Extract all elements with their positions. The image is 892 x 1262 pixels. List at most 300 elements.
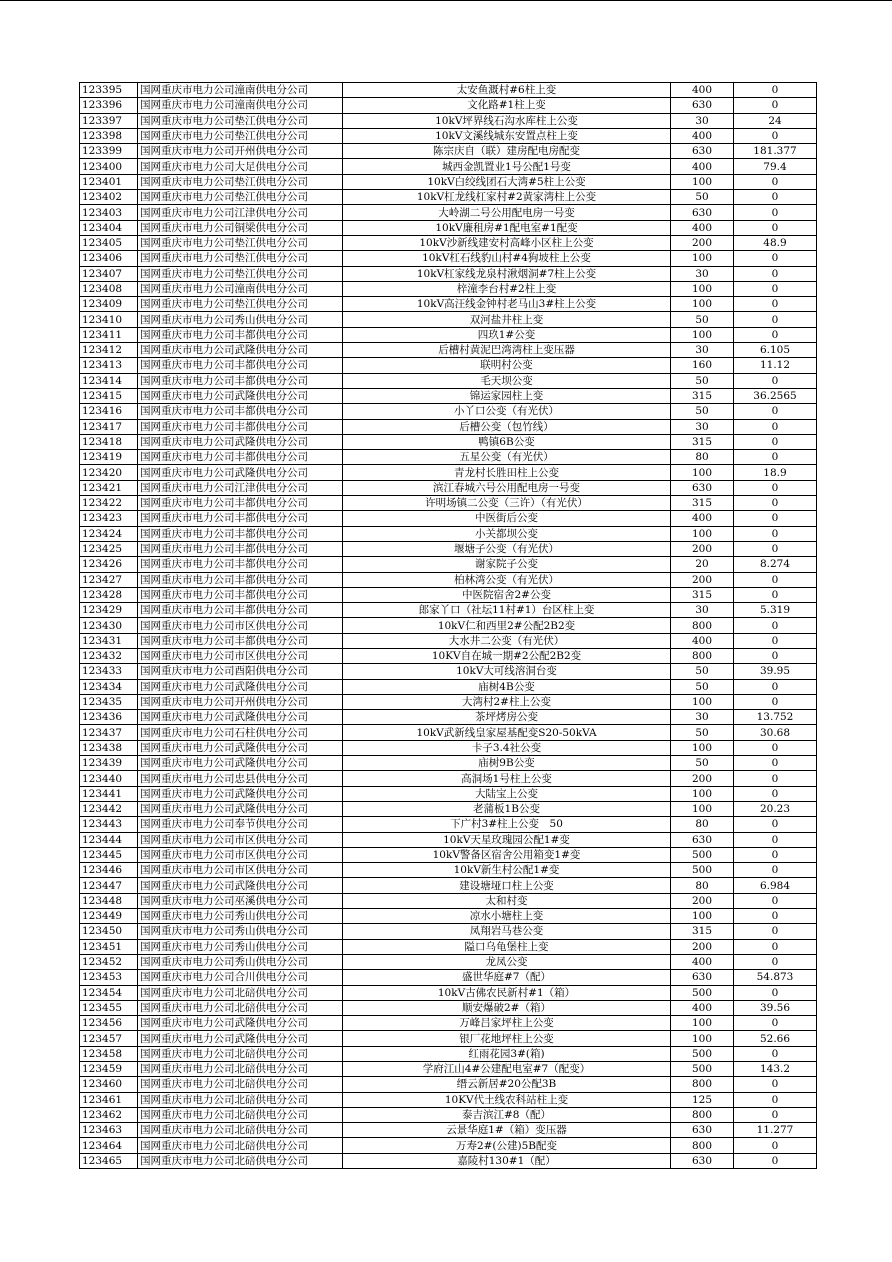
capacity-cell: 400 [671,128,734,143]
transformer-name-cell: 10kV大可线溶洞台变 [343,664,671,679]
row-id-cell: 123397 [80,113,138,128]
transformer-name-cell: 10KV自在城一期#2公配2B2变 [343,648,671,663]
load-cell: 0 [734,297,817,312]
transformer-name-cell: 10kV廉租房#1配电室#1配变 [343,220,671,235]
capacity-cell: 400 [671,954,734,969]
load-cell: 0 [734,174,817,189]
capacity-cell: 30 [671,603,734,618]
company-cell: 国网重庆市电力公司垫江供电分公司 [138,266,343,281]
load-cell: 0 [734,618,817,633]
row-id-cell: 123438 [80,740,138,755]
table-row [80,312,817,327]
row-id-cell: 123415 [80,388,138,403]
row-id-cell: 123451 [80,939,138,954]
row-id-cell: 123395 [80,83,138,98]
table-row [80,633,817,648]
load-cell: 0 [734,694,817,709]
transformer-name-cell: 大岭湖二号公用配电房一号变 [343,205,671,220]
table-row [80,144,817,159]
load-cell: 0 [734,756,817,771]
table-row [80,756,817,771]
company-cell: 国网重庆市电力公司武隆供电分公司 [138,465,343,480]
row-id-cell: 123407 [80,266,138,281]
table-row [80,985,817,1000]
row-id-cell: 123411 [80,327,138,342]
table-row [80,954,817,969]
capacity-cell: 200 [671,771,734,786]
capacity-cell: 100 [671,740,734,755]
capacity-cell: 630 [671,1123,734,1138]
load-cell: 6.105 [734,343,817,358]
row-id-cell: 123446 [80,863,138,878]
company-cell: 国网重庆市电力公司铜梁供电分公司 [138,220,343,235]
transformer-name-cell: 小丫口公变（有光伏） [343,404,671,419]
row-id-cell: 123437 [80,725,138,740]
load-cell: 0 [734,740,817,755]
capacity-cell: 100 [671,694,734,709]
company-cell: 国网重庆市电力公司北碚供电分公司 [138,1000,343,1015]
row-id-cell: 123408 [80,281,138,296]
company-cell: 国网重庆市电力公司垫江供电分公司 [138,297,343,312]
load-cell: 0 [734,266,817,281]
company-cell: 国网重庆市电力公司垫江供电分公司 [138,113,343,128]
transformer-name-cell: 许明场镇二公变（三许）（有光伏） [343,496,671,511]
company-cell: 国网重庆市电力公司武隆供电分公司 [138,1031,343,1046]
transformer-name-cell: 盛世华庭#7（配） [343,970,671,985]
row-id-cell: 123399 [80,144,138,159]
capacity-cell: 400 [671,1000,734,1015]
company-cell: 国网重庆市电力公司丰都供电分公司 [138,496,343,511]
table-row [80,541,817,556]
capacity-cell: 30 [671,266,734,281]
transformer-name-cell: 毛天坝公变 [343,373,671,388]
load-cell: 0 [734,1016,817,1031]
table-row [80,939,817,954]
transformer-name-cell: 柏林湾公变（有光伏） [343,572,671,587]
transformer-name-cell: 10kV文溪线城东安置点柱上变 [343,128,671,143]
row-id-cell: 123459 [80,1062,138,1077]
capacity-cell: 800 [671,1138,734,1153]
table-row [80,98,817,113]
load-cell: 39.95 [734,664,817,679]
transformer-name-cell: 10KV代土线农科站柱上变 [343,1092,671,1107]
capacity-cell: 200 [671,235,734,250]
capacity-cell: 800 [671,1107,734,1122]
row-id-cell: 123420 [80,465,138,480]
transformer-name-cell: 小关都坝公变 [343,526,671,541]
company-cell: 国网重庆市电力公司市区供电分公司 [138,863,343,878]
load-cell: 18.9 [734,465,817,480]
company-cell: 国网重庆市电力公司丰都供电分公司 [138,373,343,388]
company-cell: 国网重庆市电力公司市区供电分公司 [138,618,343,633]
row-id-cell: 123454 [80,985,138,1000]
row-id-cell: 123405 [80,235,138,250]
transformer-name-cell: 后槽公变（包竹线） [343,419,671,434]
load-cell: 181.377 [734,144,817,159]
load-cell: 0 [734,480,817,495]
transformer-name-cell: 龙凤公变 [343,954,671,969]
company-cell: 国网重庆市电力公司秀山供电分公司 [138,909,343,924]
table-row [80,878,817,893]
company-cell: 国网重庆市电力公司武隆供电分公司 [138,878,343,893]
transformer-name-cell: 隘口乌龟堡柱上变 [343,939,671,954]
transformer-name-cell: 10kV警备区宿舍公用箱变1#变 [343,847,671,862]
capacity-cell: 125 [671,1092,734,1107]
table-row [80,496,817,511]
company-cell: 国网重庆市电力公司丰都供电分公司 [138,419,343,434]
transformer-name-cell: 10kV新生村公配1#变 [343,863,671,878]
transformer-name-cell: 大湾村2#柱上公变 [343,694,671,709]
transformer-name-cell: 10kV武新线皇家屋基配变S20-50kVA [343,725,671,740]
table-row [80,909,817,924]
company-cell: 国网重庆市电力公司武隆供电分公司 [138,740,343,755]
company-cell: 国网重庆市电力公司潼南供电分公司 [138,98,343,113]
table-row [80,924,817,939]
table-row [80,587,817,602]
company-cell: 国网重庆市电力公司秀山供电分公司 [138,924,343,939]
transformer-name-cell: 10kV沙新线建安村高峰小区柱上公变 [343,235,671,250]
company-cell: 国网重庆市电力公司北碚供电分公司 [138,1092,343,1107]
row-id-cell: 123452 [80,954,138,969]
company-cell: 国网重庆市电力公司忠县供电分公司 [138,771,343,786]
table-row [80,694,817,709]
table-row [80,220,817,235]
capacity-cell: 20 [671,557,734,572]
company-cell: 国网重庆市电力公司北碚供电分公司 [138,1138,343,1153]
load-cell: 39.56 [734,1000,817,1015]
transformer-name-cell: 红雨花园3#(箱) [343,1046,671,1061]
row-id-cell: 123463 [80,1123,138,1138]
company-cell: 国网重庆市电力公司秀山供电分公司 [138,939,343,954]
row-id-cell: 123447 [80,878,138,893]
capacity-cell: 630 [671,144,734,159]
transformer-name-cell: 凉水小塘柱上变 [343,909,671,924]
capacity-cell: 50 [671,679,734,694]
company-cell: 国网重庆市电力公司武隆供电分公司 [138,786,343,801]
capacity-cell: 500 [671,985,734,1000]
transformer-name-cell: 五星公变（有光伏） [343,450,671,465]
company-cell: 国网重庆市电力公司开州供电分公司 [138,694,343,709]
capacity-cell: 30 [671,113,734,128]
capacity-cell: 315 [671,587,734,602]
table-row [80,801,817,816]
row-id-cell: 123442 [80,801,138,816]
table-row [80,725,817,740]
transformer-name-cell: 10kV天星玫瑰园公配1#变 [343,832,671,847]
row-id-cell: 123402 [80,190,138,205]
row-id-cell: 123422 [80,496,138,511]
row-id-cell: 123406 [80,251,138,266]
capacity-cell: 30 [671,710,734,725]
transformer-name-cell: 万峰吕家坪柱上公变 [343,1016,671,1031]
table-row [80,1092,817,1107]
row-id-cell: 123428 [80,587,138,602]
load-cell: 0 [734,281,817,296]
company-cell: 国网重庆市电力公司秀山供电分公司 [138,312,343,327]
company-cell: 国网重庆市电力公司丰都供电分公司 [138,404,343,419]
load-cell: 5.319 [734,603,817,618]
row-id-cell: 123455 [80,1000,138,1015]
load-cell: 0 [734,909,817,924]
load-cell: 48.9 [734,235,817,250]
load-cell: 0 [734,633,817,648]
company-cell: 国网重庆市电力公司北碚供电分公司 [138,1046,343,1061]
row-id-cell: 123440 [80,771,138,786]
company-cell: 国网重庆市电力公司武隆供电分公司 [138,434,343,449]
company-cell: 国网重庆市电力公司丰都供电分公司 [138,603,343,618]
row-id-cell: 123423 [80,511,138,526]
load-cell: 0 [734,1046,817,1061]
load-cell: 0 [734,190,817,205]
capacity-cell: 400 [671,511,734,526]
capacity-cell: 100 [671,174,734,189]
table-row [80,159,817,174]
transformer-name-cell: 缙云新居#20公配3B [343,1077,671,1092]
row-id-cell: 123426 [80,557,138,572]
transformer-name-cell: 堰塘子公变（有光伏） [343,541,671,556]
row-id-cell: 123443 [80,817,138,832]
transformer-name-cell: 卡子3.4社公变 [343,740,671,755]
row-id-cell: 123449 [80,909,138,924]
load-cell: 36.2565 [734,388,817,403]
capacity-cell: 30 [671,343,734,358]
capacity-cell: 400 [671,83,734,98]
table-row [80,1062,817,1077]
load-cell: 0 [734,893,817,908]
capacity-cell: 100 [671,465,734,480]
capacity-cell: 50 [671,190,734,205]
table-row [80,266,817,281]
company-cell: 国网重庆市电力公司垫江供电分公司 [138,174,343,189]
row-id-cell: 123424 [80,526,138,541]
company-cell: 国网重庆市电力公司武隆供电分公司 [138,756,343,771]
capacity-cell: 400 [671,633,734,648]
capacity-cell: 315 [671,924,734,939]
row-id-cell: 123453 [80,970,138,985]
transformer-name-cell: 太安鱼溉村#6柱上变 [343,83,671,98]
row-id-cell: 123461 [80,1092,138,1107]
row-id-cell: 123421 [80,480,138,495]
row-id-cell: 123435 [80,694,138,709]
row-id-cell: 123409 [80,297,138,312]
table-row [80,847,817,862]
table-row [80,618,817,633]
capacity-cell: 100 [671,251,734,266]
capacity-cell: 800 [671,618,734,633]
capacity-cell: 50 [671,373,734,388]
load-cell: 0 [734,128,817,143]
table-row [80,419,817,434]
transformer-name-cell: 10kV古佛农民新村#1（箱） [343,985,671,1000]
company-cell: 国网重庆市电力公司酉阳供电分公司 [138,664,343,679]
transformer-name-cell: 太和村变 [343,893,671,908]
table-row [80,1153,817,1168]
transformer-name-cell: 高洞场1号柱上公变 [343,771,671,786]
transformer-name-cell: 大陆宝上公变 [343,786,671,801]
transformer-name-cell: 后槽村黄泥巴湾湾柱上变压器 [343,343,671,358]
capacity-cell: 80 [671,878,734,893]
table-row [80,343,817,358]
table-row [80,970,817,985]
capacity-cell: 100 [671,786,734,801]
transformer-name-cell: 嘉陵村130#1（配） [343,1153,671,1168]
row-id-cell: 123413 [80,358,138,373]
capacity-cell: 315 [671,434,734,449]
company-cell: 国网重庆市电力公司潼南供电分公司 [138,83,343,98]
table-row [80,1046,817,1061]
load-cell: 11.12 [734,358,817,373]
transformer-name-cell: 老蒲板1B公变 [343,801,671,816]
load-cell: 0 [734,373,817,388]
capacity-cell: 50 [671,725,734,740]
row-id-cell: 123427 [80,572,138,587]
row-id-cell: 123434 [80,679,138,694]
load-cell: 0 [734,83,817,98]
capacity-cell: 50 [671,756,734,771]
table-row [80,434,817,449]
load-cell: 0 [734,1153,817,1168]
table-row [80,297,817,312]
load-cell: 0 [734,419,817,434]
row-id-cell: 123398 [80,128,138,143]
row-id-cell: 123450 [80,924,138,939]
company-cell: 国网重庆市电力公司江津供电分公司 [138,205,343,220]
company-cell: 国网重庆市电力公司丰都供电分公司 [138,541,343,556]
row-id-cell: 123456 [80,1016,138,1031]
row-id-cell: 123444 [80,832,138,847]
transformer-name-cell: 中医街后公变 [343,511,671,526]
load-cell: 0 [734,526,817,541]
transformer-name-cell: 10kV仁和西里2#公配2B2变 [343,618,671,633]
transformer-name-cell: 锦运家园柱上变 [343,388,671,403]
company-cell: 国网重庆市电力公司潼南供电分公司 [138,281,343,296]
transformer-name-cell: 下广村3#柱上公变 50 [343,817,671,832]
table-row [80,465,817,480]
table-row [80,174,817,189]
company-cell: 国网重庆市电力公司垫江供电分公司 [138,235,343,250]
row-id-cell: 123418 [80,434,138,449]
load-cell: 0 [734,786,817,801]
transformer-name-cell: 双河盐井柱上变 [343,312,671,327]
row-id-cell: 123425 [80,541,138,556]
transformer-name-cell: 梓潼李台村#2柱上变 [343,281,671,296]
row-id-cell: 123400 [80,159,138,174]
table-row [80,128,817,143]
capacity-cell: 50 [671,312,734,327]
table-row [80,740,817,755]
company-cell: 国网重庆市电力公司丰都供电分公司 [138,572,343,587]
transformer-name-cell: 顺安爆破2#（箱） [343,1000,671,1015]
capacity-cell: 315 [671,388,734,403]
company-cell: 国网重庆市电力公司北碚供电分公司 [138,1062,343,1077]
transformer-name-cell: 四玖1#公变 [343,327,671,342]
company-cell: 国网重庆市电力公司武隆供电分公司 [138,801,343,816]
row-id-cell: 123432 [80,648,138,663]
load-cell: 0 [734,404,817,419]
table-row [80,480,817,495]
load-cell: 0 [734,220,817,235]
row-id-cell: 123414 [80,373,138,388]
capacity-cell: 200 [671,572,734,587]
capacity-cell: 80 [671,450,734,465]
load-cell: 30.68 [734,725,817,740]
transformer-name-cell: 大水井二公变（有光伏） [343,633,671,648]
page-top-border [0,0,892,1]
capacity-cell: 100 [671,281,734,296]
table-row [80,771,817,786]
capacity-cell: 100 [671,297,734,312]
table-row [80,832,817,847]
table-row [80,388,817,403]
company-cell: 国网重庆市电力公司秀山供电分公司 [138,954,343,969]
capacity-cell: 800 [671,1077,734,1092]
row-id-cell: 123429 [80,603,138,618]
company-cell: 国网重庆市电力公司武隆供电分公司 [138,710,343,725]
table-row [80,450,817,465]
company-cell: 国网重庆市电力公司大足供电分公司 [138,159,343,174]
capacity-cell: 160 [671,358,734,373]
table-row [80,1077,817,1092]
table-row [80,190,817,205]
load-cell: 0 [734,985,817,1000]
load-cell: 8.274 [734,557,817,572]
transformer-name-cell: 陈宗庆自（联）建房配电房配变 [343,144,671,159]
table-row [80,281,817,296]
company-cell: 国网重庆市电力公司石柱供电分公司 [138,725,343,740]
row-id-cell: 123416 [80,404,138,419]
company-cell: 国网重庆市电力公司垫江供电分公司 [138,190,343,205]
transformer-name-cell: 庙树9B公变 [343,756,671,771]
table-row [80,373,817,388]
row-id-cell: 123417 [80,419,138,434]
row-id-cell: 123403 [80,205,138,220]
table-row [80,648,817,663]
transformer-name-cell: 10kV杠家线龙泉村湫烟洞#7柱上公变 [343,266,671,281]
table-row [80,1138,817,1153]
company-cell: 国网重庆市电力公司北碚供电分公司 [138,985,343,1000]
row-id-cell: 123457 [80,1031,138,1046]
capacity-cell: 50 [671,664,734,679]
load-cell: 0 [734,847,817,862]
capacity-cell: 630 [671,480,734,495]
company-cell: 国网重庆市电力公司丰都供电分公司 [138,526,343,541]
table-row [80,113,817,128]
row-id-cell: 123458 [80,1046,138,1061]
row-id-cell: 123410 [80,312,138,327]
capacity-cell: 315 [671,496,734,511]
company-cell: 国网重庆市电力公司丰都供电分公司 [138,633,343,648]
company-cell: 国网重庆市电力公司北碚供电分公司 [138,1107,343,1122]
capacity-cell: 630 [671,832,734,847]
load-cell: 0 [734,1138,817,1153]
transformer-name-cell: 学府江山4#公建配电室#7（配变） [343,1062,671,1077]
table-row [80,557,817,572]
row-id-cell: 123465 [80,1153,138,1168]
company-cell: 国网重庆市电力公司江津供电分公司 [138,480,343,495]
table-row [80,679,817,694]
load-cell: 143.2 [734,1062,817,1077]
table-row [80,404,817,419]
load-cell: 0 [734,924,817,939]
table-row [80,893,817,908]
transformer-name-cell: 10kV杠龙线杠家村#2黄家湾柱上公变 [343,190,671,205]
load-cell: 0 [734,312,817,327]
table-row [80,664,817,679]
transformer-name-cell: 谢家院子公变 [343,557,671,572]
capacity-cell: 500 [671,1046,734,1061]
capacity-cell: 50 [671,404,734,419]
capacity-cell: 100 [671,1031,734,1046]
